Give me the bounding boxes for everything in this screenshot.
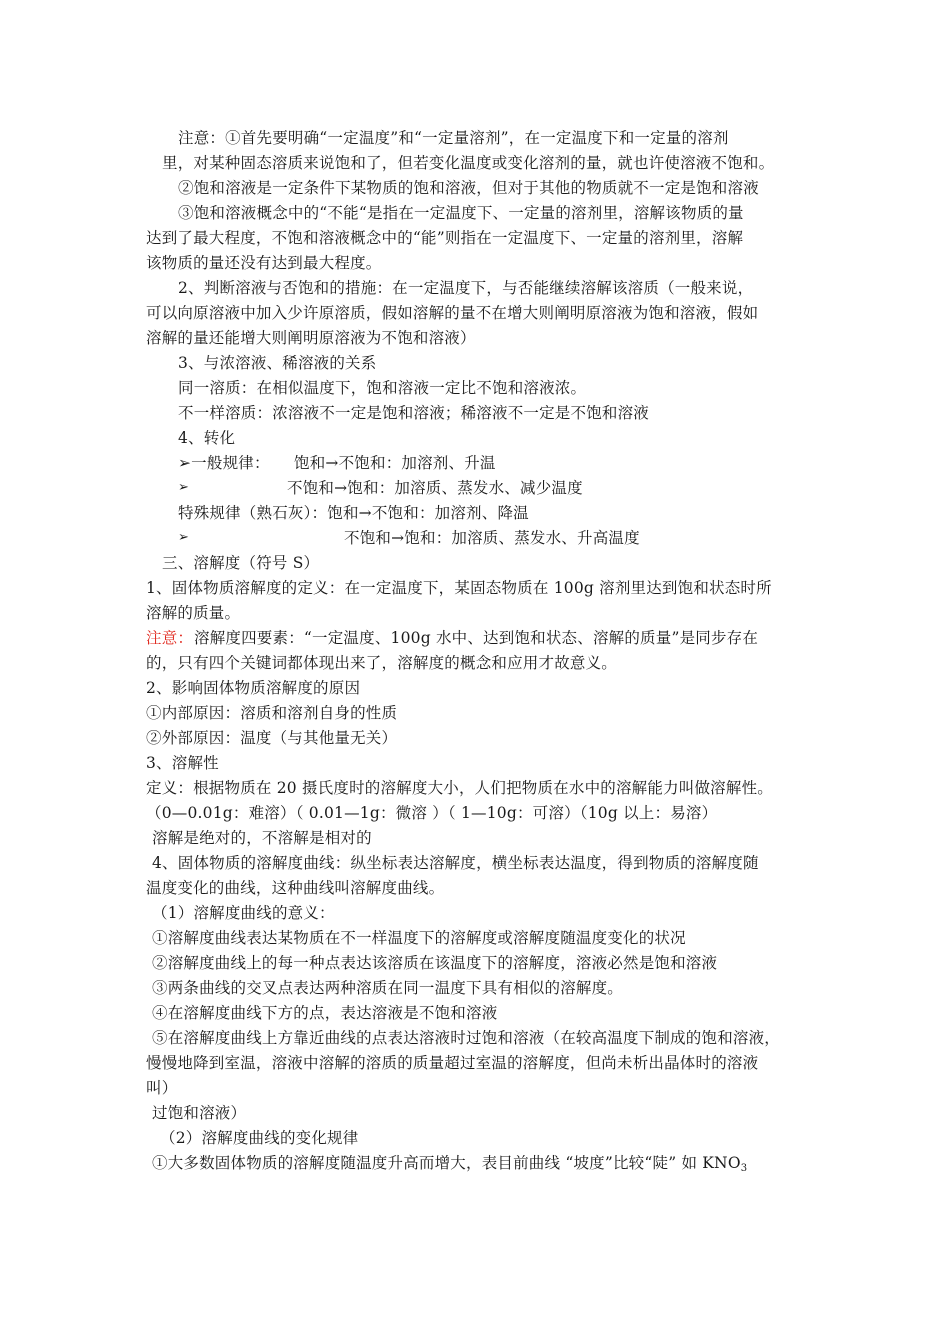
text-line: 可以向原溶液中加入少许原溶质，假如溶解的量不在增大则阐明原溶液为饱和溶液，假如 (146, 304, 759, 322)
text-line: 的，只有四个关键词都体现出来了，溶解度的概念和应用才故意义。 (146, 654, 618, 672)
text-line: 里，对某种固态溶质来说饱和了，但若变化温度或变化溶剂的量，就也许使溶液不饱和。 (162, 154, 775, 172)
text-line: 溶解的量还能增大则阐明原溶液为不饱和溶液） (146, 329, 476, 347)
bullet-label: ➢一般规律： (178, 454, 270, 472)
text-line: （2）溶解度曲线的变化规律 (160, 1129, 359, 1147)
text-line: ②饱和溶液是一定条件下某物质的饱和溶液，但对于其他的物质就不一定是饱和溶液 (178, 179, 759, 197)
text-line: 同一溶质：在相似温度下，饱和溶液一定比不饱和溶液浓。 (178, 379, 587, 397)
text-line: ①内部原因：溶质和溶剂自身的性质 (146, 704, 398, 722)
bullet-marker: ➢ (178, 480, 190, 495)
text-line: ①溶解度曲线表达某物质在不一样温度下的溶解度或溶解度随温度变化的状况 (152, 929, 686, 947)
text-line: 慢慢地降到室温，溶液中溶解的溶质的质量超过室温的溶解度，但尚未析出晶体时的溶液 (146, 1054, 759, 1072)
subscript: 3 (740, 1163, 748, 1174)
text-line: 定义：根据物质在 20 摄氏度时的溶解度大小，人们把物质在水中的溶解能力叫做溶解性。 (146, 779, 773, 797)
text-line: 温度变化的曲线，这种曲线叫溶解度曲线。 (146, 879, 445, 897)
text-line: 饱和→不饱和：加溶剂、升温 (294, 454, 496, 472)
text-line: 不饱和→饱和：加溶质、蒸发水、减少温度 (287, 479, 583, 497)
text-line: 过饱和溶液） (152, 1104, 247, 1122)
text-line: 3、与浓溶液、稀溶液的关系 (178, 354, 377, 372)
text-line: 2、判断溶液与否饱和的措施：在一定温度下，与否能继续溶解该溶质（一般来说， (178, 279, 754, 297)
text-line: ③两条曲线的交叉点表达两种溶质在同一温度下具有相似的溶解度。 (152, 979, 624, 997)
text-line: ③饱和溶液概念中的“不能“是指在一定温度下、一定量的溶剂里，溶解该物质的量 (178, 204, 744, 222)
text-line: 4、转化 (178, 429, 236, 447)
text-line: 2、影响固体物质溶解度的原因 (146, 679, 361, 697)
text-line: 不饱和→饱和：加溶质、蒸发水、升高温度 (344, 529, 640, 547)
bullet-marker: ➢ (178, 530, 190, 545)
text-line (152, 1153, 747, 1179)
text-line: 4、固体物质的溶解度曲线：纵坐标表达溶解度，横坐标表达温度，得到物质的溶解度随 (152, 854, 759, 872)
text-line: 溶解是绝对的，不溶解是相对的 (152, 829, 372, 847)
text-line: 叫） (146, 1079, 178, 1097)
text-line: （1）溶解度曲线的意义： (152, 904, 335, 922)
text-line: 溶解度四要素：“一定温度、100g 水中、达到饱和状态、溶解的质量”是同步存在 (194, 629, 759, 647)
text-line: ②溶解度曲线上的每一种点表达该溶质在该温度下的溶解度，溶液必然是饱和溶液 (152, 954, 718, 972)
text-line: 特殊规律（熟石灰）：饱和→不饱和：加溶剂、降温 (178, 504, 529, 522)
text-line: 3、溶解性 (146, 754, 219, 772)
text-line: 溶解的质量。 (146, 604, 241, 622)
text-line: ②外部原因：温度（与其他量无关） (146, 729, 398, 747)
text-line: 不一样溶质：浓溶液不一定是饱和溶液；稀溶液不一定是不饱和溶液 (178, 404, 650, 422)
text-line: 注意：①首先要明确“一定温度”和“一定量溶剂”，在一定温度下和一定量的溶剂 (178, 129, 729, 147)
section-heading: 三、溶解度（符号 S） (162, 554, 320, 572)
text-line: 达到了最大程度，不饱和溶液概念中的“能”则指在一定温度下、一定量的溶剂里，溶解 (146, 229, 744, 247)
note-label: 注意： (146, 629, 194, 647)
text-line-content: ①大多数固体物质的溶解度随温度升高而增大，表目前曲线 “坡度”比较“陡” 如 KNO (152, 1154, 741, 1172)
text-line: ⑤在溶解度曲线上方靠近曲线的点表达溶液时过饱和溶液（在较高温度下制成的饱和溶液， (152, 1029, 781, 1047)
text-line: （0—0.01g：难溶）（ 0.01—1g：微溶 ）（ 1—10g：可溶）（10g 以上：易溶） (146, 804, 718, 822)
text-line: 1、固体物质溶解度的定义：在一定温度下，某固态物质在 100g 溶剂里达到饱和状态时所 (146, 579, 772, 597)
text-line: 该物质的量还没有达到最大程度。 (146, 254, 382, 272)
text-line: ④在溶解度曲线下方的点，表达溶液是不饱和溶液 (152, 1004, 498, 1022)
